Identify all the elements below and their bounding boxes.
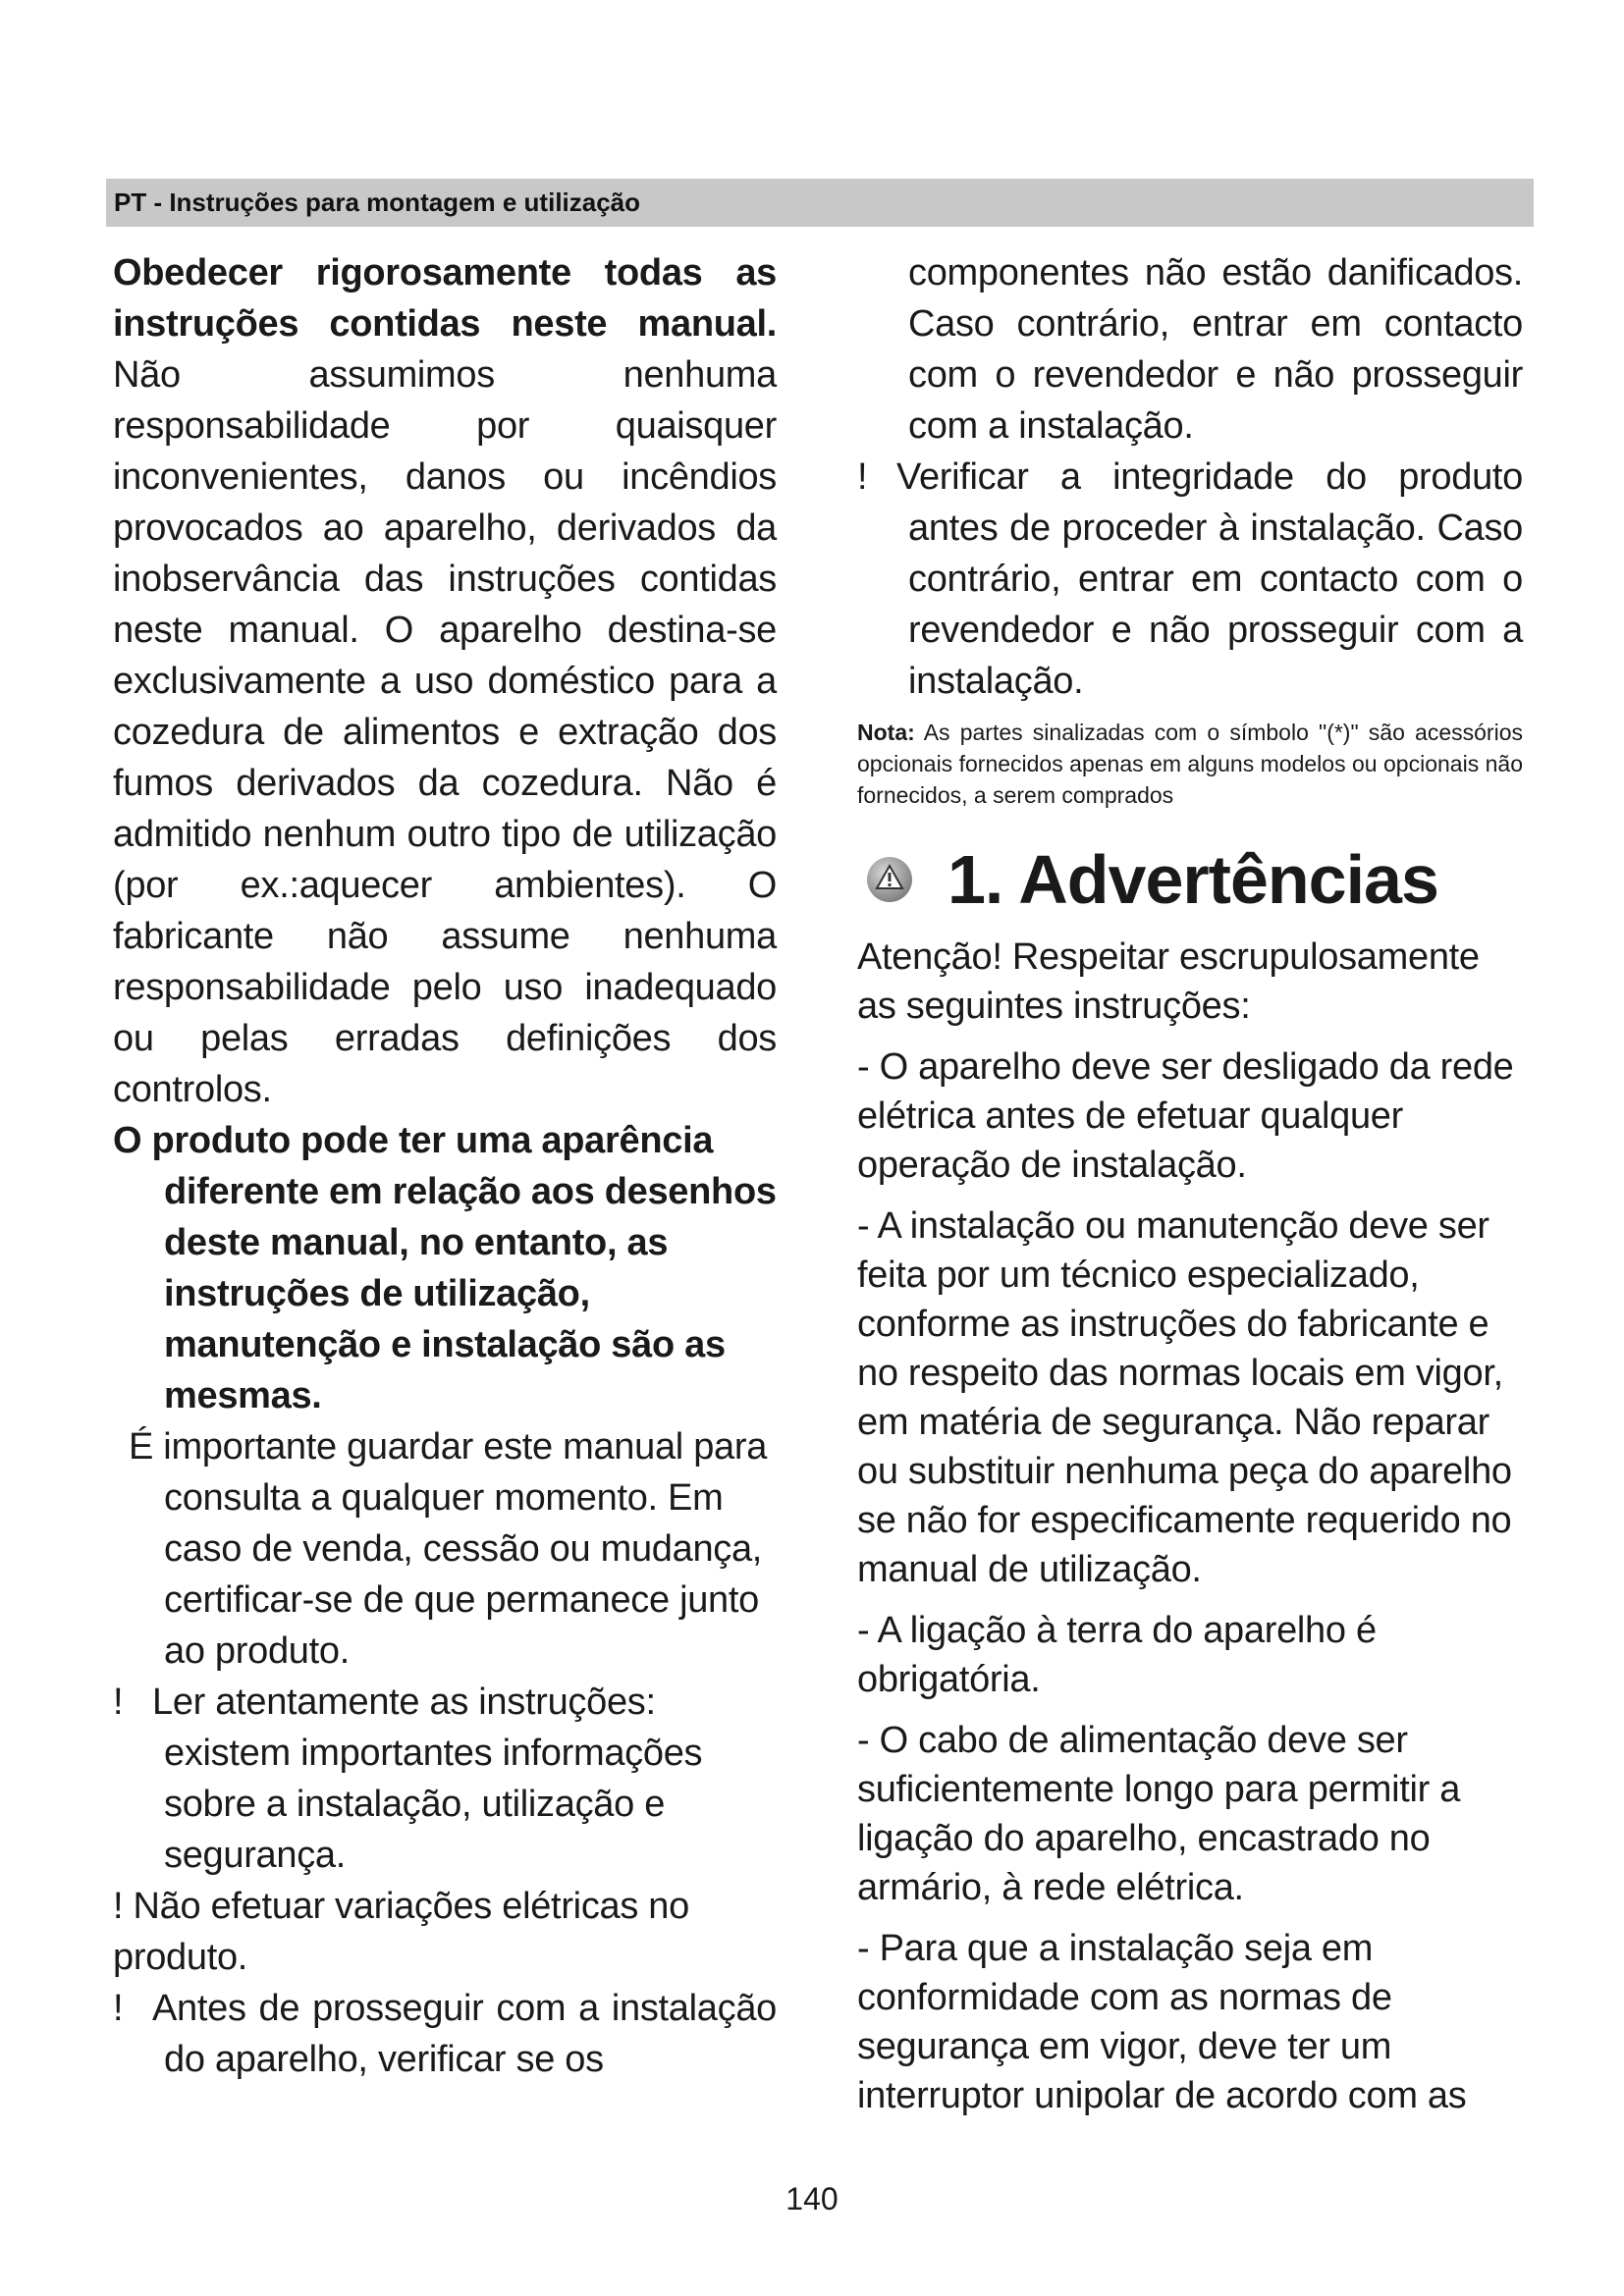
bullet-before-installation	[113, 1983, 777, 2085]
intro-bold-text: Obedecer rigorosamente todas as instruções contidas neste manual.	[113, 252, 777, 345]
page-number: 140	[785, 2181, 839, 2216]
bullet-no-electrical-changes	[113, 1881, 777, 1983]
section-title: 1. Advertências	[947, 841, 1438, 918]
warning-item: - O aparelho deve ser desligado da rede elétrica antes de efetuar qualquer operação de instalação.	[857, 1046, 1514, 1186]
note-label: Nota:	[857, 720, 915, 745]
bullet-read-text: Ler atentamente as instruções: existem importantes informações sobre a instalação, utilização e segurança.	[152, 1682, 703, 1876]
exclamation-icon: !	[113, 1682, 124, 1723]
warning-item: - A ligação à terra do aparelho é obrigatória.	[857, 1610, 1377, 1700]
exclamation-icon: !	[113, 1988, 124, 2029]
section-heading	[857, 832, 1523, 927]
bullet-read-instructions	[113, 1677, 777, 1881]
note-paragraph	[857, 717, 1523, 811]
warning-item: - O cabo de alimentação deve ser suficientemente longo para permitir a ligação do aparelho, encastrado no armário, à rede elétrica.	[857, 1720, 1461, 1908]
warning-item: - A instalação ou manutenção deve ser feita por um técnico especializado, conforme as instruções do fabricante e no respeito das normas locais em vigor, em matéria de segurança. Não reparar ou substituir nenhuma peça do aparelho se não for especificamente requerido no manual de utilização.	[857, 1205, 1512, 1590]
note-text: As partes sinalizadas com o símbolo "(*)" são acessórios opcionais fornecidos apenas em alguns modelos ou opcionais não fornecidos, a serem comprados	[857, 720, 1523, 808]
keep-manual-text: É importante guardar este manual para consulta a qualquer momento. Em caso de venda, cessão ou mudança, certificar-se de que permanece junto ao produto.	[129, 1426, 768, 1672]
warning-item: - Para que a instalação seja em conformidade com as normas de segurança em vigor, deve ter um interruptor unipolar de acordo com as	[857, 1928, 1467, 2116]
continued-text: componentes não estão danificados. Caso contrário, entrar em contacto com o revendedor e não prosseguir com a instalação.	[908, 252, 1523, 447]
intro-text: Não assumimos nenhuma responsabilidade por quaisquer inconvenientes, danos ou incêndios provocados ao aparelho, derivados da inobservância das instruções contidas neste manual. O aparelho destina-se exclusivamente a uso doméstico para a cozedura de alimentos e extração dos fumos derivados da cozedura. Não é admitido nenhum outro tipo de utilização (por ex.:aquecer ambientes). O fabricante não assume nenhuma responsabilidade pelo uso inadequado ou pelas erradas definições dos controlos.	[113, 354, 777, 1110]
bullet-before-text: Antes de prosseguir com a instalação do aparelho, verificar se os	[152, 1988, 777, 2080]
exclamation-icon: !	[113, 1886, 124, 1927]
bullet-verify-text: Verificar a integridade do produto antes de proceder à instalação. Caso contrário, entrar em contacto com o revendedor e não prosseguir com a instalação.	[896, 456, 1523, 702]
warning-icon	[865, 855, 914, 904]
attention-text: Atenção! Respeitar escrupulosamente as seguintes instruções:	[857, 936, 1480, 1027]
page-header: PT - Instruções para montagem e utilização	[106, 179, 1534, 227]
intro-paragraph	[113, 247, 777, 1115]
bullet-no-changes-text: Não efetuar variações elétricas no produto.	[113, 1886, 689, 1978]
left-column	[113, 247, 777, 2085]
bullet-verify-integrity	[857, 452, 1523, 707]
exclamation-icon: !	[857, 456, 868, 498]
right-column	[857, 247, 1523, 2120]
appearance-notice: O produto pode ter uma aparência diferente em relação aos desenhos deste manual, no entanto, as instruções de utilização, manutenção e instalação são as mesmas.	[113, 1120, 777, 1416]
